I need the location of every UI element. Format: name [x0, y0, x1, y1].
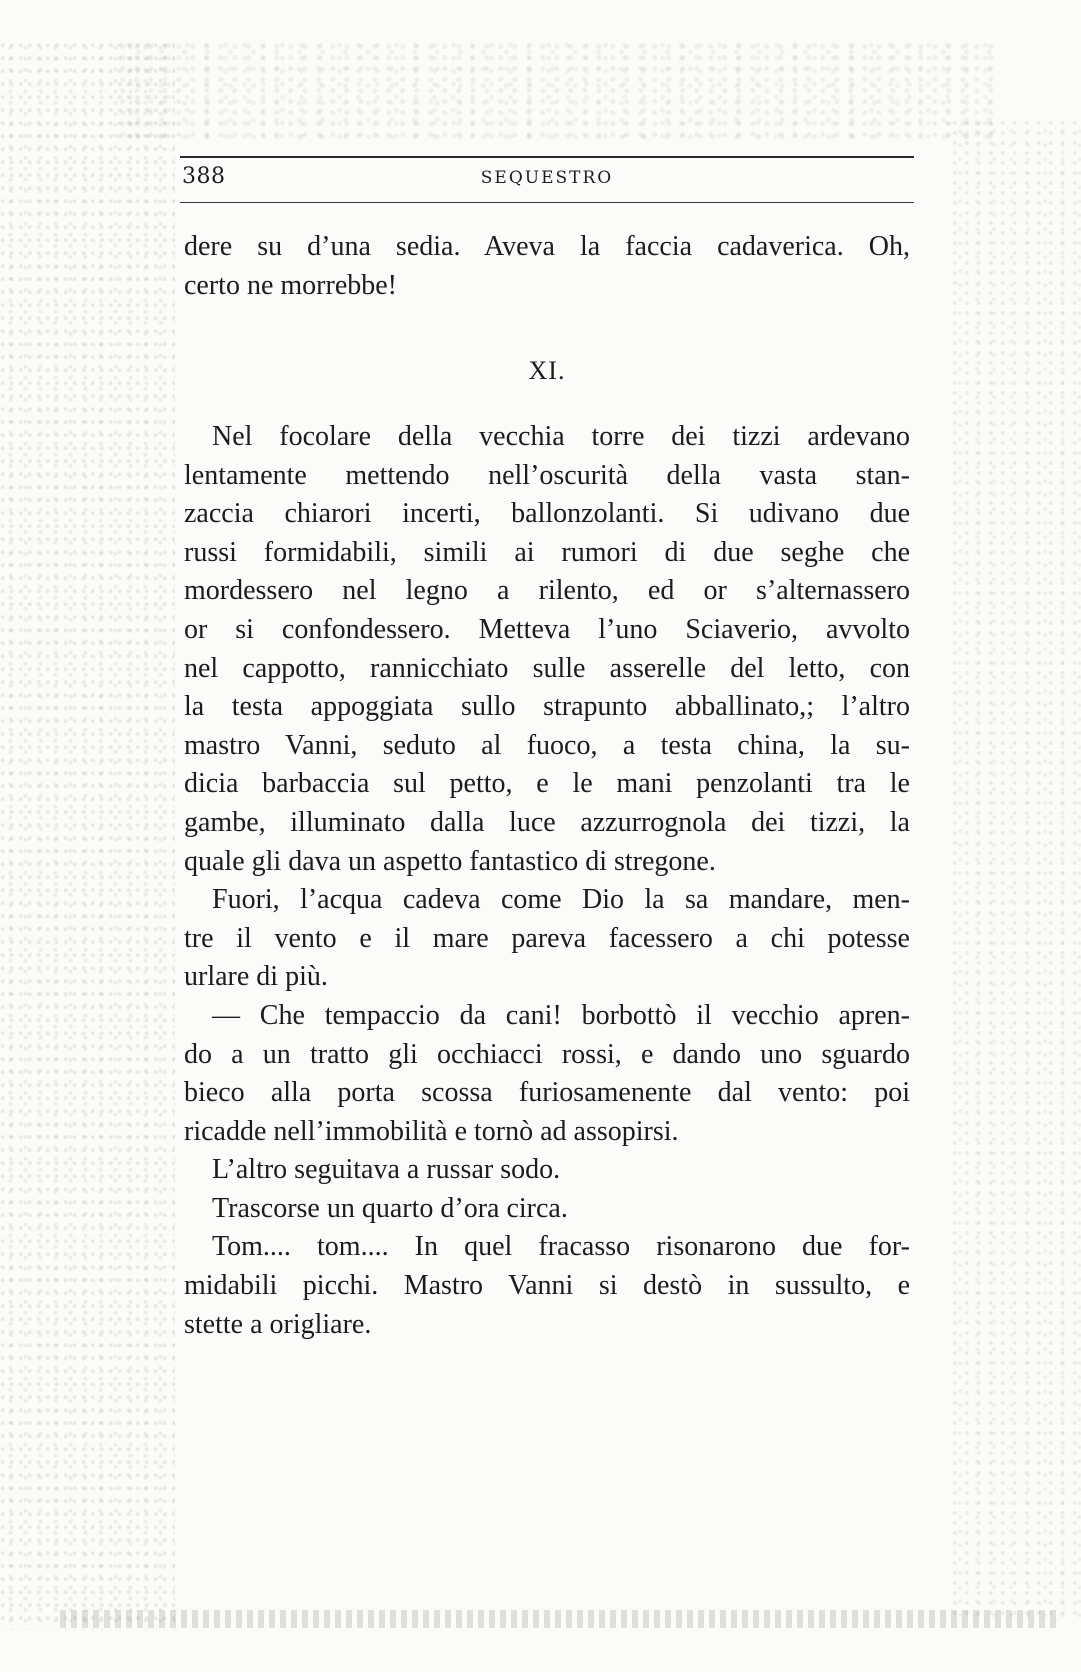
- page-header: [180, 156, 914, 203]
- text-line: L’altro seguitava a russar sodo.: [212, 1154, 561, 1186]
- text-line: nel cappotto, rannicchiato sulle asserelle del letto, con: [184, 652, 910, 684]
- chapter-body: [184, 418, 910, 1344]
- scan-noise-right: [950, 120, 1081, 1620]
- text-line: dere su d’una sedia. Aveva la faccia cadaverica. Oh,: [184, 231, 910, 262]
- text-line: stette a origliare.: [184, 1308, 372, 1340]
- chapter-heading: XI.: [528, 356, 566, 385]
- text-line: Fuori, l’acqua cadeva come Dio la sa mandare, men-: [212, 884, 910, 916]
- scan-noise-top: [120, 40, 1000, 140]
- text-line: bieco alla porta scossa furiosamenente dal vento: poi: [184, 1077, 910, 1109]
- text-line: or si confondessero. Metteva l’uno Sciaverio, avvolto: [184, 613, 910, 645]
- text-line: Tom.... tom.... In quel fracasso risonarono due for-: [212, 1231, 910, 1263]
- text-line: gambe, illuminato dalla luce azzurrognola dei tizzi, la: [184, 806, 910, 838]
- running-title: SEQUESTRO: [480, 168, 614, 188]
- text-line: do a un tratto gli occhiacci rossi, e dando uno sguardo: [184, 1038, 910, 1070]
- text-line: mordessero nel legno a rilento, ed or s’alternassero: [184, 575, 910, 607]
- text-line: midabili picchi. Mastro Vanni si destò in sussulto, e: [184, 1270, 910, 1302]
- text-line: quale gli dava un aspetto fantastico di stregone.: [184, 845, 716, 877]
- text-line: russi formidabili, simili ai rumori di due seghe che: [184, 536, 910, 568]
- text-line: tre il vento e il mare pareva facessero a chi potesse: [184, 922, 910, 954]
- text-line: mastro Vanni, seduto al fuoco, a testa china, la su-: [184, 729, 910, 761]
- text-line: zaccia chiarori incerti, ballonzolanti. Si udivano due: [184, 498, 910, 530]
- text-line: urlare di più.: [184, 961, 328, 993]
- text-line: Trascorse un quarto d’ora circa.: [212, 1192, 568, 1224]
- text-line: dicia barbaccia sul petto, e le mani penzolanti tra le: [184, 768, 910, 800]
- text-line: — Che tempaccio da cani! borbottò il vecchio apren-: [212, 999, 910, 1031]
- text-line: ricadde nell’immobilità e tornò ad assopirsi.: [184, 1115, 679, 1147]
- scan-noise-bottom: [60, 1610, 1060, 1628]
- page-number: 388: [182, 164, 226, 189]
- text-line: lentamente mettendo nell’oscurità della vasta stan-: [184, 459, 910, 491]
- scan-noise-left: [0, 40, 175, 1630]
- text-line: certo ne morrebbe!: [184, 269, 397, 301]
- text-line: Nel focolare della vecchia torre dei tizzi ardevano: [212, 421, 910, 452]
- text-line: la testa appoggiata sullo strapunto abballinato,; l’altro: [184, 691, 910, 723]
- intro-paragraph: [184, 228, 910, 305]
